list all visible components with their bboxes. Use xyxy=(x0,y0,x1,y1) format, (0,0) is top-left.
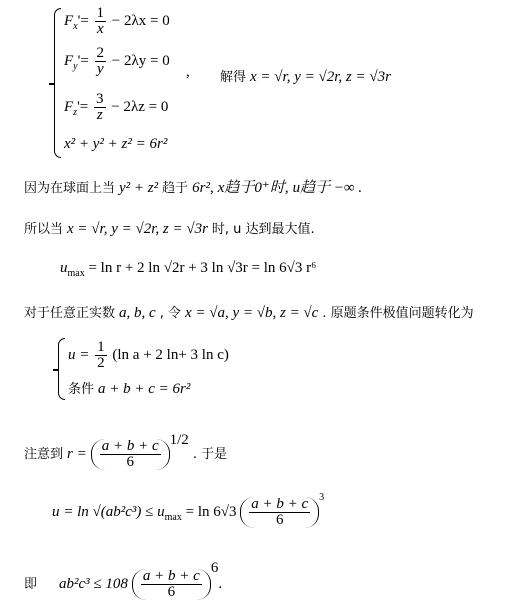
system1-brace xyxy=(54,8,61,158)
u-equation: u = $\frac{1}{2}$ (ln a + 2 ln+ 3 ln c) xyxy=(68,339,229,371)
condition-line: 条件 a + b + c = 6r² xyxy=(68,381,191,397)
inequality: $u = \ln √(ab^2c^3) \le u_{max} = \ln 6√3$ $\frac{a + b + c}{6}$ $^3$ xyxy=(52,492,325,529)
system2-brace xyxy=(58,338,65,400)
eq-fz: $F_z'=$ $\frac{3}{z}$ − 2λz = 0 xyxy=(64,91,169,123)
eq-fx: $F_x'=$ $\frac{1}{x}$ − 2λx = 0 xyxy=(64,5,170,37)
max-line: 所以当 x = √r, y = √2r, z = √3r 时, u 达到最大值. xyxy=(24,221,315,237)
eq-fy: $F_y'=$ $\frac{2}{y}$ − 2λy = 0 xyxy=(64,45,170,77)
substitution-line: 对于任意正实数 a, b, c , 令 x = √a, y = √b, z = √c . 原题条件极值问题转化为 xyxy=(24,305,474,321)
note-line: 注意到 r = $\frac{a + b + c}{6}$ $^{1/2}$ . 于是 xyxy=(24,432,228,470)
eq-sphere: x² + y² + z² = 6r² xyxy=(64,136,168,152)
final-line: 即 ab²c³ ≤ 108 $\frac{a + b + c}{6}$ $^6$. xyxy=(24,560,223,600)
system1-comma: , xyxy=(186,64,190,80)
umax-equation: $u_{max} = \ln r + 2$ ln √2r + 3 ln √3r = ln 6√3 r⁶ xyxy=(60,260,317,279)
boundary-line: 因为在球面上当 y² + z² 趋于 6r², x趋于0⁺时, u趋于 −∞ . xyxy=(24,180,363,196)
solution-line: 解得 x = √r, y = √2r, z = √3r xyxy=(220,69,391,85)
